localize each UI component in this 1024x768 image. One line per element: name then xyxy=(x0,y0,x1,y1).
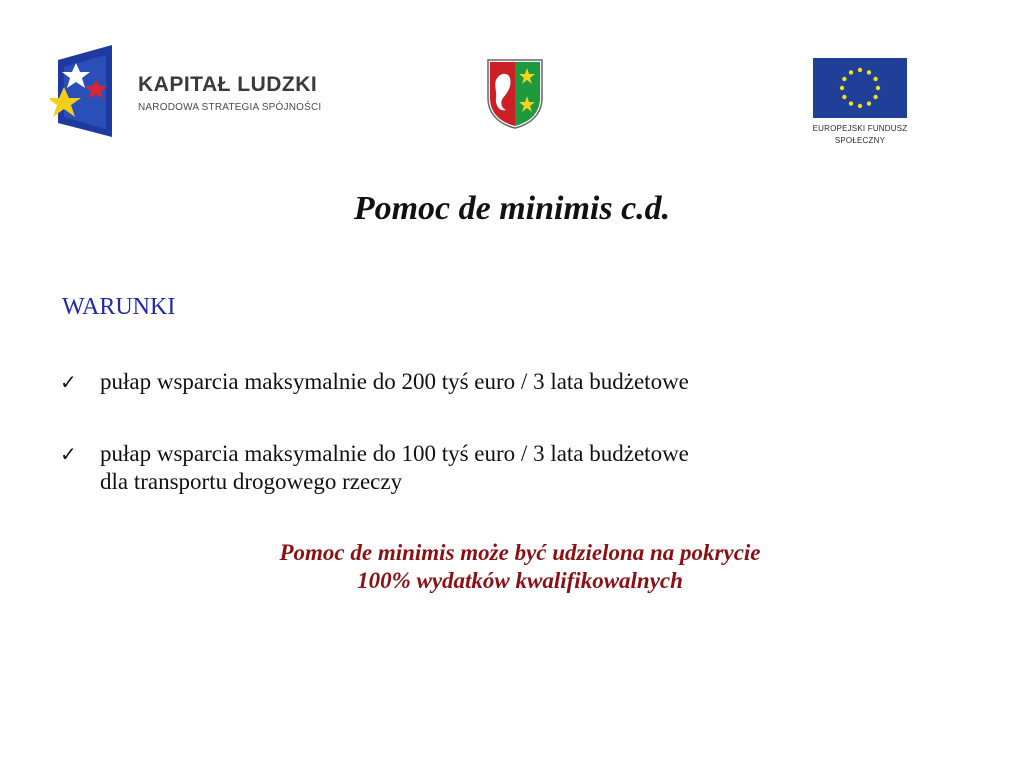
note-line1: Pomoc de minimis może być udzielona na pokrycie xyxy=(279,540,761,565)
efs-caption xyxy=(800,123,920,147)
highlight-note xyxy=(190,539,850,595)
checkmark-icon: ✓ xyxy=(60,370,77,394)
bullet-text: pułap wsparcia maksymalnie do 100 tyś euro / 3 lata budżetowe xyxy=(100,441,689,466)
bullet-text-continuation: dla transportu drogowego rzeczy xyxy=(100,469,403,494)
note-line2: 100% wydatków kwalifikowalnych xyxy=(357,568,683,593)
kapital-ludzki-emblem-icon xyxy=(50,45,140,140)
coat-of-arms-icon xyxy=(486,58,544,130)
slide-title: Pomoc de minimis c.d. xyxy=(353,190,671,227)
kapital-ludzki-logo xyxy=(50,45,370,140)
efs-caption-line2: SPOŁECZNY xyxy=(834,136,886,145)
checkmark-icon: ✓ xyxy=(60,442,77,466)
efs-logo xyxy=(800,58,920,153)
section-heading: WARUNKI xyxy=(62,294,176,320)
kapital-ludzki-subtitle: NARODOWA STRATEGIA SPÓJNOŚCI xyxy=(138,102,322,113)
efs-caption-line1: EUROPEJSKI FUNDUSZ xyxy=(812,124,908,133)
kapital-ludzki-title: KAPITAŁ LUDZKI xyxy=(138,73,318,96)
regional-crest xyxy=(486,58,544,130)
bullet-text: pułap wsparcia maksymalnie do 200 tyś euro / 3 lata budżetowe xyxy=(100,369,689,394)
eu-flag-icon xyxy=(813,58,907,118)
